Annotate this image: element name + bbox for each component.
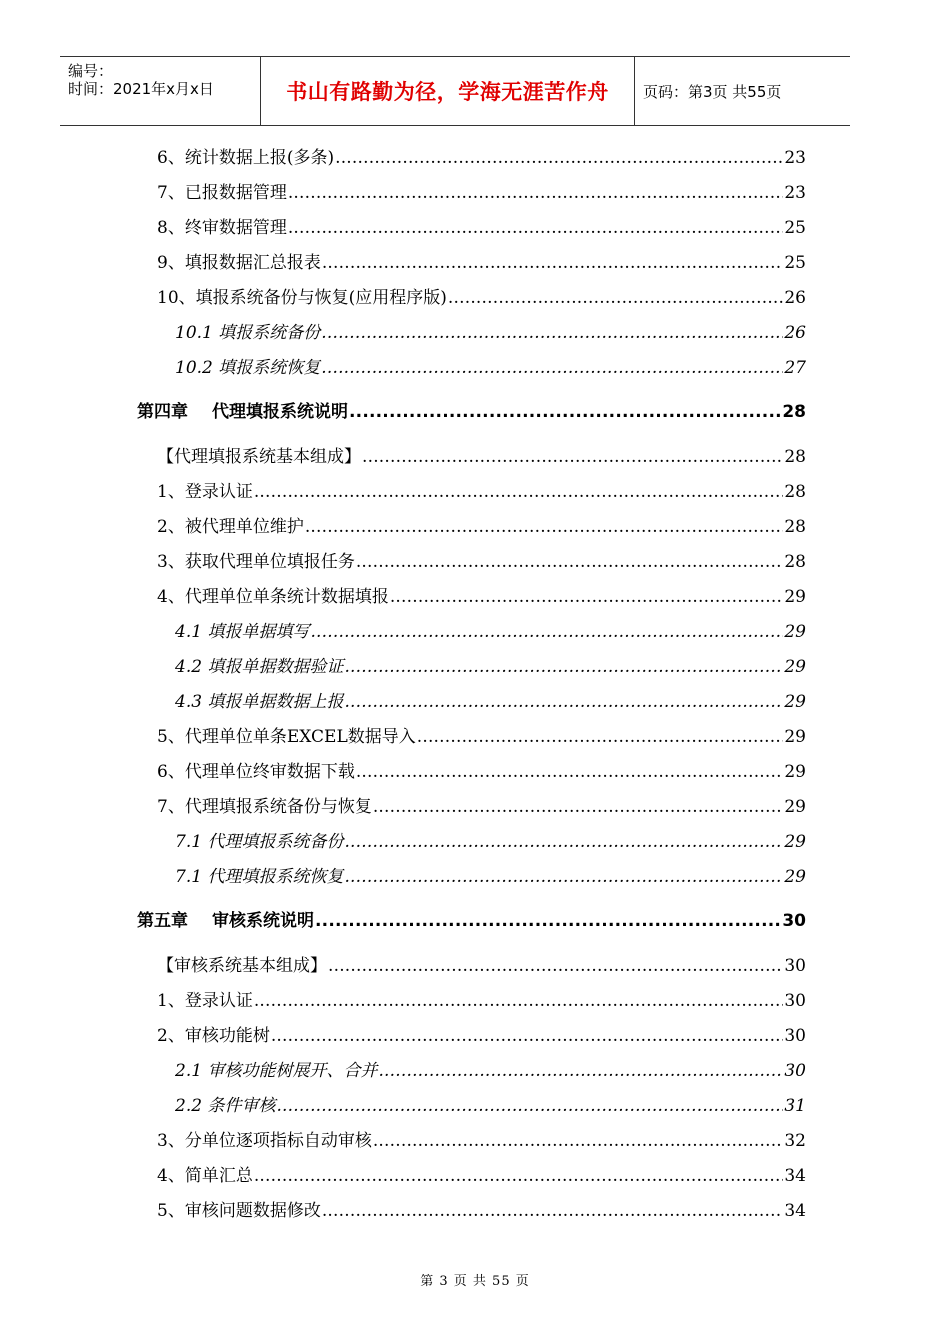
toc-entry[interactable]: 6、统计数据上报(多条) ..... 23 — [157, 146, 806, 170]
toc-chapter-4[interactable]: 第四章 代理填报系统说明 ..... 28 — [137, 400, 806, 424]
toc-entry[interactable]: 5、审核问题数据修改 ..... 34 — [157, 1199, 806, 1223]
toc-subentry[interactable]: 4.3 填报单据数据上报 ..... 29 — [175, 690, 806, 714]
toc-subentry[interactable]: 10.2 填报系统恢复 ..... 27 — [175, 356, 806, 380]
toc-entry[interactable]: 【代理填报系统基本组成】 ..... 28 — [157, 445, 806, 469]
toc-subentry[interactable]: 2.2 条件审核 ..... 31 — [175, 1094, 806, 1118]
toc-entry[interactable]: 7、代理填报系统备份与恢复 ..... 29 — [157, 795, 806, 819]
toc-entry[interactable]: 4、代理单位单条统计数据填报 ..... 29 — [157, 585, 806, 609]
toc-entry[interactable]: 4、简单汇总 ..... 34 — [157, 1164, 806, 1188]
page-header — [60, 56, 850, 126]
toc-entry[interactable]: 7、已报数据管理 ..... 23 — [157, 181, 806, 205]
header-page-code: 页码：第3页 共55页 — [643, 82, 782, 101]
toc-entry[interactable]: 9、填报数据汇总报表 ..... 25 — [157, 251, 806, 275]
toc-entry[interactable]: 10、填报系统备份与恢复(应用程序版) ..... 26 — [157, 286, 806, 310]
toc-subentry[interactable]: 2.1 审核功能树展开、合并 ..... 30 — [175, 1059, 806, 1083]
document-time-label: 时间：2021年x月x日 — [68, 80, 214, 98]
header-meta-cell — [60, 57, 261, 125]
toc-entry[interactable]: 3、获取代理单位填报任务 ..... 28 — [157, 550, 806, 574]
document-number-label: 编号： — [68, 62, 114, 80]
toc-subentry[interactable]: 4.1 填报单据填写 ..... 29 — [175, 620, 806, 644]
toc-entry[interactable]: 1、登录认证 ..... 30 — [157, 989, 806, 1013]
toc-subentry[interactable]: 4.2 填报单据数据验证 ..... 29 — [175, 655, 806, 679]
toc-entry[interactable]: 8、终审数据管理 ..... 25 — [157, 216, 806, 240]
toc-entry[interactable]: 3、分单位逐项指标自动审核 ..... 32 — [157, 1129, 806, 1153]
header-page-cell — [635, 57, 850, 125]
toc-entry[interactable]: 2、审核功能树 ..... 30 — [157, 1024, 806, 1048]
header-motto: 书山有路勤为径，学海无涯苦作舟 — [286, 80, 609, 104]
toc-subentry[interactable]: 7.1 代理填报系统恢复 ..... 29 — [175, 865, 806, 889]
page-footer: 第 3 页 共 55 页 — [420, 1274, 530, 1289]
toc-subentry[interactable]: 10.1 填报系统备份 ..... 26 — [175, 321, 806, 345]
toc-entry[interactable]: 【审核系统基本组成】 ..... 30 — [157, 954, 806, 978]
toc-entry[interactable]: 1、登录认证 ..... 28 — [157, 480, 806, 504]
toc-entry[interactable]: 5、代理单位单条EXCEL数据导入 ..... 29 — [157, 725, 806, 749]
header-motto-cell — [261, 57, 635, 125]
toc-entry[interactable]: 2、被代理单位维护 ..... 28 — [157, 515, 806, 539]
toc-subentry[interactable]: 7.1 代理填报系统备份 ..... 29 — [175, 830, 806, 854]
toc-chapter-5[interactable]: 第五章 审核系统说明 ..... 30 — [137, 909, 806, 933]
toc-entry[interactable]: 6、代理单位终审数据下载 ..... 29 — [157, 760, 806, 784]
